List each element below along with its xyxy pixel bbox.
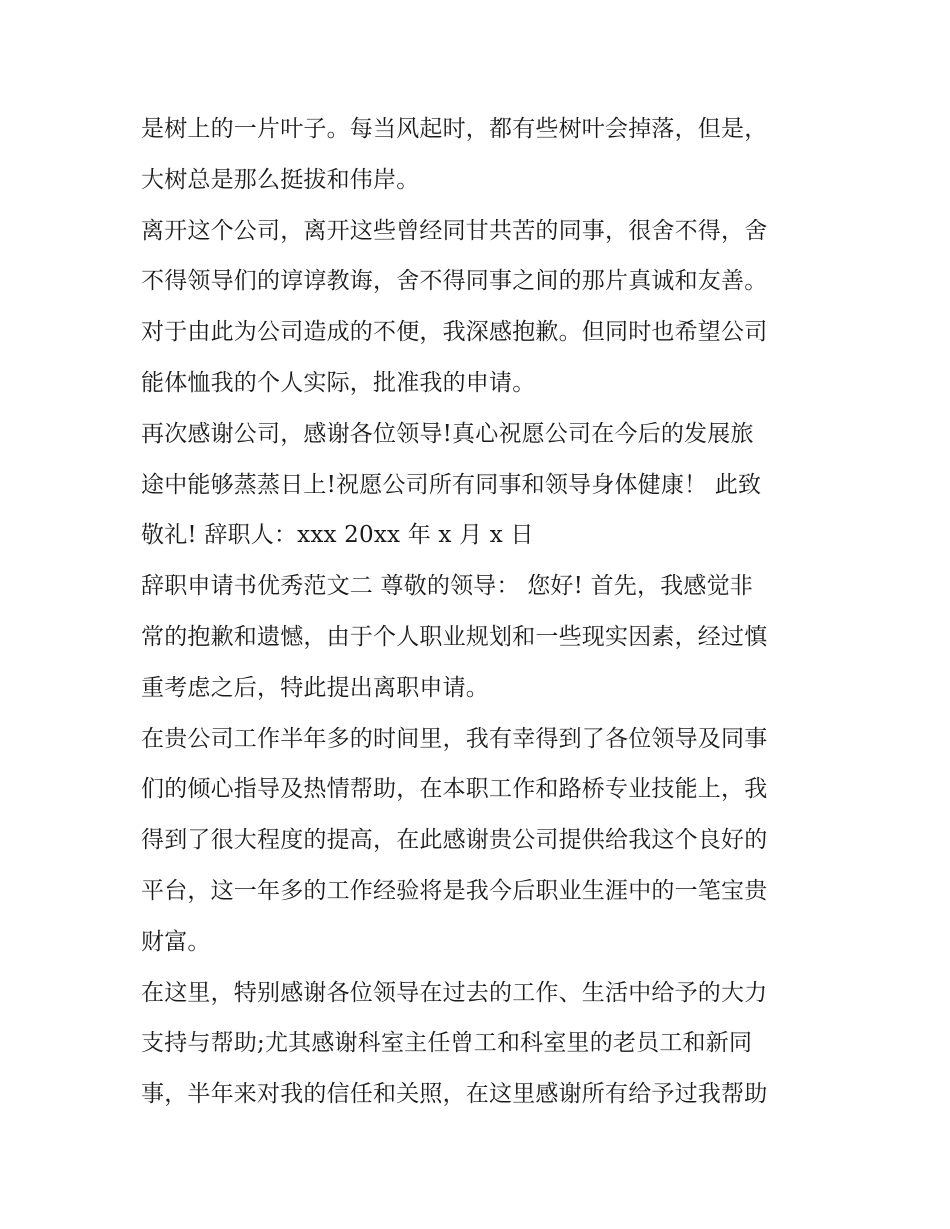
text-line: 事，半年来对我的信任和关照，在这里感谢所有给予过我帮助: [141, 1081, 768, 1108]
text-line: 辞职申请书优秀范文二 尊敬的领导： 您好! 首先，我感觉非: [141, 573, 753, 600]
text-line: 财富。: [141, 928, 211, 955]
text-line: 能体恤我的个人实际，批准我的申请。: [141, 369, 536, 396]
text-line: 平台，这一年多的工作经验将是我今后职业生涯中的一笔宝贵: [141, 877, 768, 904]
text-line: 常的抱歉和遗憾，由于个人职业规划和一些现实因素，经过慎: [141, 623, 768, 650]
text-line: 大树总是那么挺拔和伟岸。: [141, 166, 420, 193]
text-line: 不得领导们的谆谆教诲，舍不得同事之间的那片真诚和友善。: [141, 268, 768, 295]
text-line: 得到了很大程度的提高，在此感谢贵公司提供给我这个良好的: [141, 827, 768, 854]
signature-line: 敬礼! 辞职人：xxx 20xx 年 x 月 x 日: [141, 522, 534, 549]
text-line: 重考虑之后，特此提出离职申请。: [141, 674, 489, 701]
text-line: 是树上的一片叶子。每当风起时，都有些树叶会掉落，但是，: [141, 116, 768, 142]
text-line: 在这里，特别感谢各位领导在过去的工作、生活中给予的大力: [141, 979, 768, 1006]
text-line: 对于由此为公司造成的不便，我深感抱歉。但同时也希望公司: [141, 319, 768, 346]
text-line: 支持与帮助;尤其感谢科室主任曾工和科室里的老员工和新同: [141, 1030, 753, 1057]
text-line: 再次感谢公司，感谢各位领导!真心祝愿公司在今后的发展旅: [141, 420, 754, 447]
text-line: 在贵公司工作半年多的时间里，我有幸得到了各位领导及同事: [141, 725, 768, 752]
text-line: 们的倾心指导及热情帮助，在本职工作和路桥专业技能上，我: [141, 776, 768, 803]
text-line: 离开这个公司，离开这些曾经同甘共苦的同事，很舍不得，舍: [141, 217, 768, 244]
body-text: [141, 104, 821, 1120]
text-line: 途中能够蒸蒸日上!祝愿公司所有同事和领导身体健康！ 此致: [141, 471, 762, 498]
